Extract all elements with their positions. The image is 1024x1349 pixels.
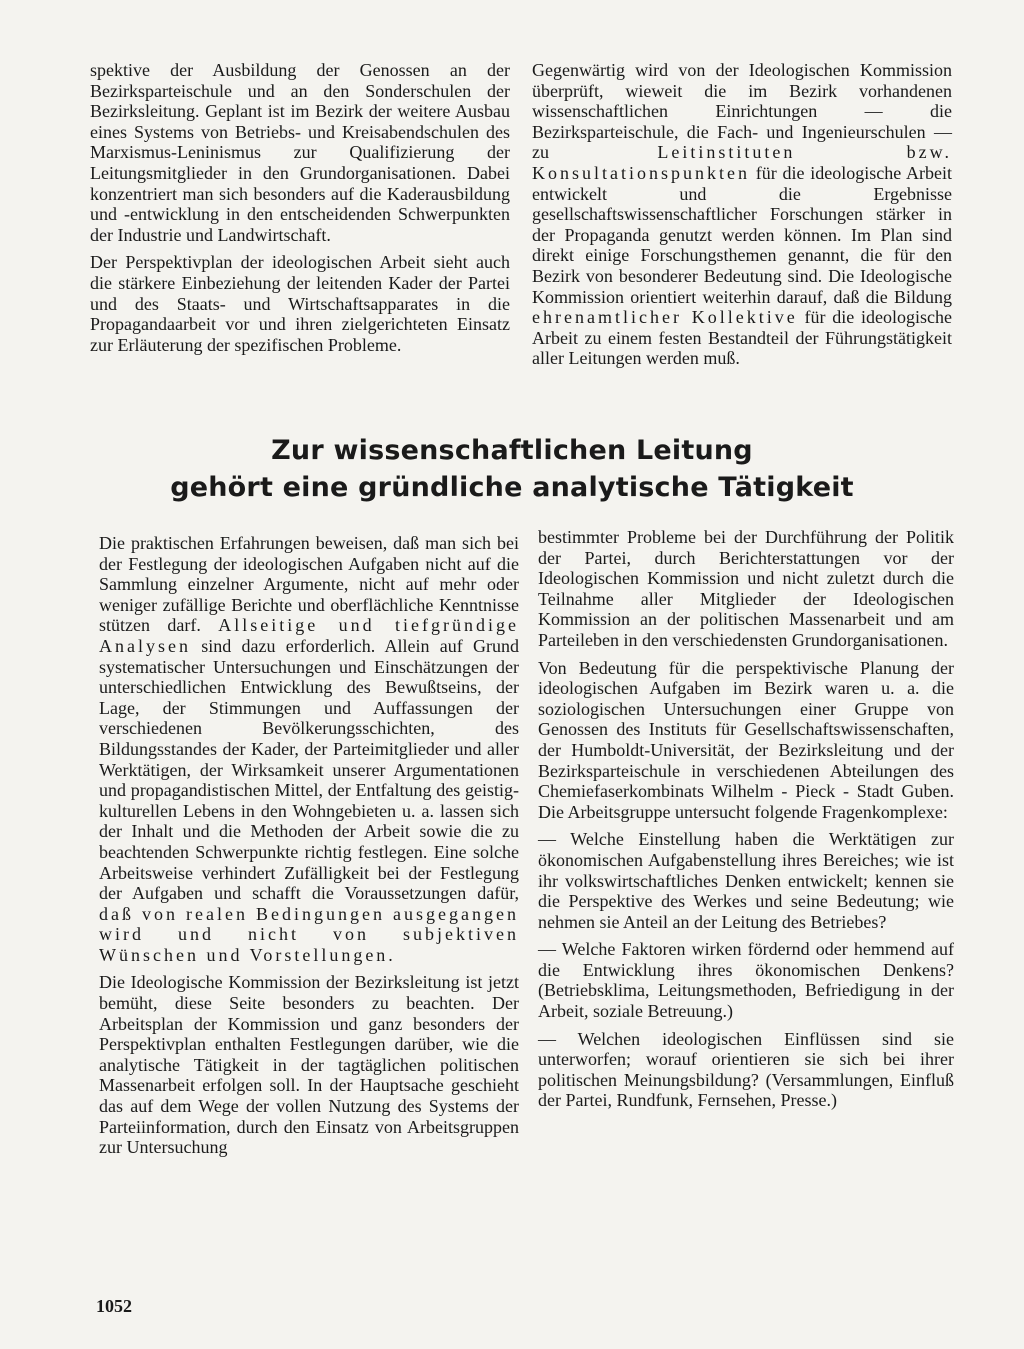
bottom-right-column [538,527,954,1118]
text-run: sind dazu erforderlich. Allein auf Grund systematischer Untersuchungen und Einschätzungen der unterschiedlichen Entwicklung des Bewußtseins, der Lage, der Stimmungen und Auffassungen der verschiedenen Bevölkerungsschichten, des Bildungsstandes der Kader, der Parteimitglieder und aller Werktätigen, der Wirksamkeit unserer Argumentationen und propagandistischen Mittel, der Entfaltung des geistig-kulturellen Lebens in den Wohngebieten u. a. lassen sich der Inhalt und die Methoden der Arbeit sowie die zu beachtenden Schwerpunkte richtig festlegen. Eine solche Arbeitsweise verhindert Zufälligkeit bei der Festlegung der Aufgaben und schafft die Voraussetzungen dafür, [99,635,520,904]
question-item: — Welchen ideologischen Einflüssen sind sie unterworfen; worauf orientieren sie sich bei ihrer politischen Meinungsbildung? (Versammlungen, Einfluß der Partei, Rundfunk, Fernsehen, Presse.) [538,1028,954,1111]
spaced-emphasis: daß von realen Bedingungen ausgegangen wird und nicht von subjektiven Wünschen und Vorstellungen. [99,903,519,965]
paragraph: spektive der Ausbildung der Genossen an der Bezirksparteischule und an den Sonderschulen der Bezirksleitung. Geplant ist im Bezirk der weitere Ausbau eines Systems von Betriebs- und Kreisabendschulen des Marxismus-Leninismus zur Qualifizierung der Leitungsmitglieder in den Grundorganisationen. Dabei konzentriert man sich besonders auf die Kaderausbildung und -entwicklung in den entscheidenden Schwerpunkten der Industrie und Landwirtschaft. [90,60,510,245]
spaced-emphasis: ehrenamtlicher Kollektive [532,307,798,328]
spaced-emphasis: Allseitige und tiefgründige Analysen [99,615,519,656]
bottom-left-column [99,533,519,1165]
paragraph: bestimmter Probleme bei der Durchführung der Politik der Partei, durch Berichterstattungen vor der Ideologischen Kommission und nicht zuletzt durch die Teilnahme aller Mitglieder der Ideologischen Kommission an der politischen Massenarbeit und am Parteileben in den verschiedensten Grundorganisationen. [538,527,954,650]
heading-line-2: gehört eine gründliche analytische Tätigkeit [170,472,854,503]
text-run: Gegenwärtig wird von der Ideologischen Kommission überprüft, wieweit die im Bezirk vorhandenen wissenschaftlichen Einrichtungen — die Bezirksparteischule, die Fach- und Ingenieurschulen — zu [532,60,952,163]
heading-line-1: Zur wissenschaftlichen Leitung [271,435,753,466]
question-item: — Welche Einstellung haben die Werktätigen zur ökonomischen Aufgabenstellung ihres Bereiches; wie ist ihr volkswirtschaftliches Denken entwickelt; kennen sie die Perspektive des Werkes und seine Bedeutung; wie nehmen sie Anteil an der Leitung des Betriebes? [538,829,954,932]
paragraph [99,533,519,965]
top-left-column [90,60,510,362]
text-run: für die ideologische Arbeit zu einem festen Bestandteil der Führungstätigkeit aller Leitungen werden muß. [532,307,952,369]
text-run: Die praktischen Erfahrungen beweisen, daß man sich bei der Festlegung der ideologischen Aufgaben nicht auf die Sammlung einzelner Argumente, nicht auf mehr oder weniger zufällige Berichte und oberflächliche Kenntnisse stützen darf. [99,533,519,636]
section-heading [100,432,924,506]
top-right-column [532,60,952,376]
paragraph: Von Bedeutung für die perspektivische Planung der ideologischen Aufgaben im Bezirk waren u. a. die soziologischen Untersuchungen einer Gruppe von Genossen des Instituts für Gesellschaftswissenschaften, der Humboldt-Universität, der Bezirksleitung und der Bezirksparteischule in verschiedenen Abteilungen des Chemiefaserkombinats Wilhelm - Pieck - Stadt Guben. Die Arbeitsgruppe untersucht folgende Fragenkomplexe: [538,657,954,822]
question-item: — Welche Faktoren wirken fördernd oder hemmend auf die Entwicklung ihres ökonomischen Denkens? (Betriebsklima, Leitungsmethoden, Befriedigung in der Arbeit, soziale Betreuung.) [538,939,954,1022]
paragraph: Die Ideologische Kommission der Bezirksleitung ist jetzt bemüht, diese Seite besonders zu beachten. Der Arbeitsplan der Kommission und ganz besonders der Perspektivplan enthalten Festlegungen darüber, wie die analytische Tätigkeit in der tagtäglichen politischen Massenarbeit erfolgen soll. In der Hauptsache geschieht das auf dem Wege der vollen Nutzung des Systems der Parteiinformation, durch den Einsatz von Arbeitsgruppen zur Untersuchung [99,972,519,1158]
text-run: für die ideologische Arbeit entwickelt und die Ergebnisse gesellschaftswissenschaftlicher Forschungen stärker in der Propaganda genutzt werden können. Im Plan sind direkt einige Forschungsthemen genannt, die für den Bezirk von besonderer Bedeutung sind. Die Ideologische Kommission orientiert weiterhin darauf, daß die Bildung [532,162,952,307]
spaced-emphasis: Leitinstituten bzw. Konsultationspunkten [532,142,952,183]
paragraph: Der Perspektivplan der ideologischen Arbeit sieht auch die stärkere Einbeziehung der leitenden Kader der Partei und des Staats- und Wirtschaftsapparates in die Propagandaarbeit vor und ihren zielgerichteten Einsatz zur Erläuterung der spezifischen Probleme. [90,252,510,355]
page-number: 1052 [96,1296,132,1316]
paragraph [532,60,952,369]
